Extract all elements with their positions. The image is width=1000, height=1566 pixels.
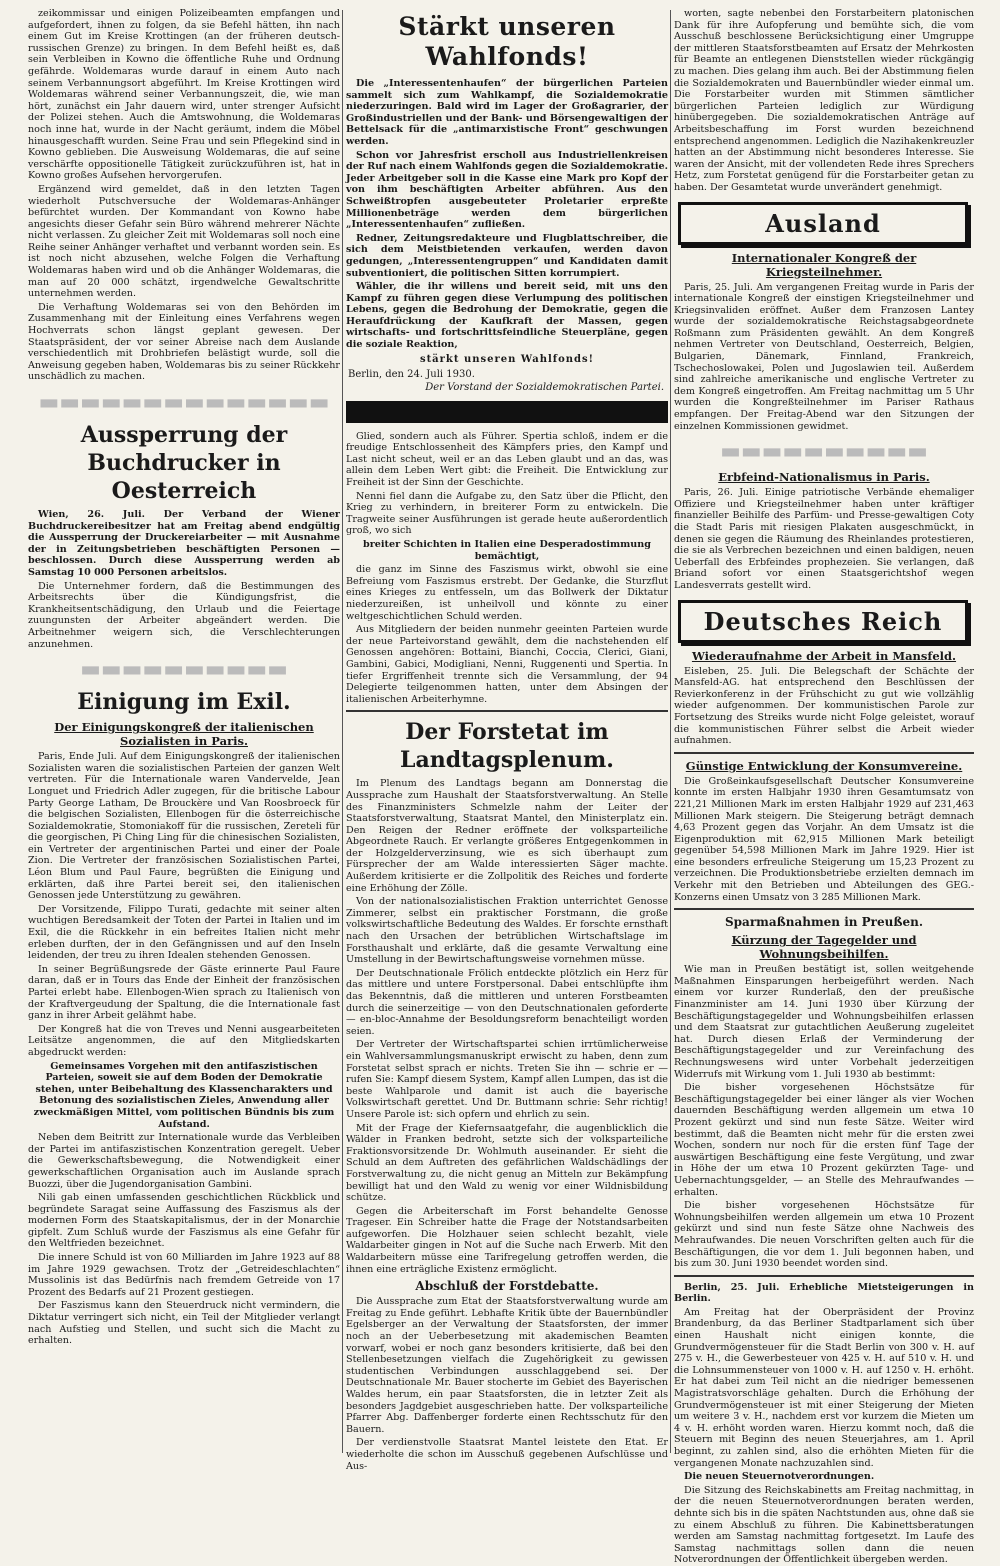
subheadline-spar: Kürzung der Tagegelder und Wohnungsbeihilfen. (731, 933, 917, 962)
article-paragraph: Wien, 26. Juli. Der Verband der Wiener Buchdruckereibesitzer hat am Freitag abend endgültig die Aussperrung der Druckereiarbeiter — mit Ausnahme der in Zeitungsbetrieben beschäftigten Personen — beschlossen. Durch diese Aussperrung werden ab Samstag 10 000 Personen arbeitslos. (28, 509, 340, 578)
column-middle (346, 8, 668, 1472)
article-paragraph: Von der nationalsozialistischen Fraktion unterrichtet Genosse Zimmerer, selbst ein praktischer Forstmann, die große volkswirtschaftliche Bedeutung des Waldes. Er forschte ernsthaft nach den Ursachen der betrüblichen Wirtschaftslage im Forsthaushalt und erklärte, daß die gesamte Verwaltung eine Umstellung in der Bewirtschaftungsweise vornehmen müsse. (346, 896, 668, 966)
article-paragraph: Eisleben, 25. Juli. Die Belegschaft der Schächte der Mansfeld-AG. hat entsprechend den Beschlüssen der Revierkonferenz in der Frühschicht zu gut wie vollzählig wieder aufgenommen. Der kommunistischen Parole zur Fortsetzung des Streiks wurde nicht Folge geleistet, worauf die kommunistischen Führer selbst die Arbeit wieder aufnahmen. (674, 665, 974, 747)
article-bold-line: breiter Schichten in Italien eine Desperadostimmung bemächtigt, (363, 539, 651, 562)
section-box-ausland (678, 202, 968, 245)
article-paragraph: Die innere Schuld ist von 60 Milliarden im Jahre 1923 auf 88 im Jahre 1929 gewachsen. Trotz der „Getreideschlachten“ Mussolinis ist das Bedürfnis nach fremdem Getreide von 17 Prozent des Bedarfs auf 21 Prozent gestiegen. (28, 1252, 340, 1298)
article-paragraph: Am Freitag hat der Oberpräsident der Provinz Brandenburg, da das Berliner Stadtparlament sich über einen Haushalt nicht einigen konnte, die Grundvermögensteuer für die Stadt Berlin von 300 v. H. auf 275 v. H., die Gewerbesteuer von 425 v. H. auf 510 v. H. und die Lohnsummensteuer von 1000 v. H. auf 1250 v. H. erhöht. Er hat dabei zum Teil nicht an die niedriger bemessenen Magistratsvorschläge gehalten. Durch die Erhöhung der Grundvermögensteuer ist mit einer Steigerung der Mieten um weitere 3 v. H., nachdem erst vor kurzem die Mieten um 4 v. H. erhöht worden waren. Hierzu kommt noch, daß die Steuern mit Beginn des neuen Steuerjahres, am 1. April beginnt, zu zahlen sind, also die erhöhten Mieten für die vergangenen Monate nachzuzahlen sind. (674, 1306, 974, 1469)
headline-einigung: Einigung im Exil. (77, 689, 291, 716)
bleed-through-heading: ▬▬▬▬▬▬▬▬▬▬▬▬▬▬ (38, 389, 330, 415)
party-signature: Der Vorstand der Sozialdemokratischen Partei. (425, 381, 664, 393)
article-paragraph: Schon vor Jahresfrist erscholl aus Industriellenkreisen der Ruf nach einem Wahlfonds gegen die Sozialdemokratie. Jeder Arbeitgeber soll in die Kasse eine Mark pro Kopf der von ihm beschäftigten Arbeiter abführen. Aus den Schweißtropfen ausgebeuteter Proletarier erpreßte Millionenbeträge werden dem bürgerlichen „Interessentenhaufen“ zufließen. (346, 149, 668, 231)
headline-forstetat: Der Forstetat im Landtagsplenum. (400, 719, 614, 774)
article-paragraph: Die Großeinkaufsgesellschaft Deutscher Konsumvereine konnte im ersten Halbjahr 1930 ihren Gesamtumsatz von 221,21 Millionen Mark im ersten Halbjahr 1929 auf 231,463 Millionen Mark steigern. Die Steigerung beträgt demnach 4,63 Prozent gegen das Vorjahr. An dem Umsatz ist die Eigenproduktion mit 62,915 Millionen Mark beteiligt gegenüber 54,598 Millionen Mark im Jahre 1929. Hier ist eine besonders erfreuliche Steigerung um 15,23 Prozent zu verzeichnen. Die Produktionsbetriebe erzielten demnach im Verkehr mit den Betrieben und Abteilungen des GEG.-Konzerns einen Umsatz von 3 285 Millionen Mark. (674, 775, 974, 903)
divider (674, 1275, 974, 1277)
signature-line (348, 369, 666, 380)
article-paragraph: Der Faszismus kann den Steuerdruck nicht vermindern, die Diktatur verringert sich nicht, ein Teil der Mitglieder verlangt nach Aufstieg und Stellen, und sucht sich die Macht zu erhalten. (28, 1300, 340, 1347)
headline-wahlfonds: Stärkt unseren Wahlfonds! (398, 12, 616, 71)
article-paragraph: zeikommissar und einigen Polizeibeamten empfangen und aufgefordert, ihnen zu folgen, da sie Befehl hätten, ihn nach einem Gut im Kreise Krottingen (an der früheren deutsch-russischen Grenze) zu bringen. In dem Befehl heißt es, daß sein Verbleiben in Kowno die öffentliche Ruhe und Ordnung gefährde. Woldemaras wurde darauf in einem Auto nach seinem Verbannungsort abgeführt. Im Kreise Krottingen wird Woldemaras während seiner Verbannungszeit, die, wie man hört, zunächst ein Jahr dauern wird, unter strenger Aufsicht der Polizei stehen. Auch die Amtswohnung, die Woldemaras noch inne hat, wurde in der Nacht geräumt, indem die Möbel hinausgeschafft wurden. Seine Frau und sein Pflegekind sind in Kowno geblieben. Die Ausweisung Woldemaras, die auf seine verschärfte oppositionelle Tätigkeit zurückzuführen ist, hat in Kowno großes Aufsehen hervorgerufen. (28, 8, 340, 182)
subheadline-einigung: Der Einigungskongreß der italienischen Sozialisten in Paris. (54, 720, 314, 749)
article-paragraph: Paris, 25. Juli. Am vergangenen Freitag wurde in Paris der internationale Kongreß der einstigen Kriegsteilnehmer und Kriegsinvaliden eröffnet. Außer dem Franzosen Lantey wurde der sozialdemokratische Reichstagsabgeordnete Roßmann zum Präsidenten gewählt. An dem Kongreß nehmen Vertreter von Deutschland, Oesterreich, Belgien, Bulgarien, Dänemark, Finnland, Frankreich, Tschechoslowakei, Polen und Jugoslawien teil. Außerdem sind zahlreiche amerikanische und englische Vertreter zu dem Kongreß eingetroffen. Am Freitag nachmittag um 5 Uhr wurden die Kongreßteilnehmer im Pariser Rathaus empfangen. Der Freitag-Abend war den Sitzungen der einzelnen Kommissionen gewidmet. (674, 281, 974, 432)
article-paragraph: worten, sagte nebenbei den Forstarbeitern platonischen Dank für ihre Aufopferung und bemühte sich, die vom Ausschuß beschlossene Berücksichtigung einer Umgruppe der mittleren Staatsforstbeamten auf Ersatz der Mehrkosten für Beamte an entlegenen Dienststellen wieder rückgängig zu machen. Dies gelang ihm auch. Bei der Abstimmung fielen die Sozialdemokraten und Bauernbündler wieder einmal um. Die Forstarbeiter wurden mit Stimmen sämtlicher bürgerlichen Parteien lediglich zur Würdigung hinübergegeben. Die sozialdemokratischen Anträge auf Arbeitsbeschaffung im Forst wurden bezeichnend entsprechend angenommen. Lediglich die Nazihakenkreuzler hatten an der Abstimmung nicht besonderes Interesse. Sie waren der Ansicht, mit der vollendeten Rede ihres Sprechers Hetz, zum Forstetat genügend für die Forstarbeiter getan zu haben. Der Gesamtetat wurde unverändert genehmigt. (674, 8, 974, 193)
article-paragraph: Die bisher vorgesehenen Höchstsätze für Beschäftigungstagegelder bei einer länger als vier Wochen dauernden Beschäftigung werden allgemein um etwa 10 Prozent gekürzt und sind nun feste Sätze. Weiter wird bestimmt, daß die Beamten nicht mehr für die ersten zwei Wochen, sondern nur noch für die ersten fünf Tage der auswärtigen Beschäftigung eine feste Vergütung, und zwar in Höhe der um etwa 10 Prozent gekürzten Tage- und Uebernachtungsgelder, — an Stelle des Mehraufwandes — erhalten. (674, 1082, 974, 1198)
wahlfonds-call: stärkt unseren Wahlfonds! (419, 353, 595, 365)
section-box-reich (678, 600, 968, 643)
article-paragraph: Die Verhaftung Woldemaras sei von den Behörden im Zusammenhang mit der Einleitung eines Verfahrens wegen Hochverrats schon längst geplant gewesen. Der Staatspräsident, der vor seiner Abreise nach dem Auslande verschiedentlich mit Drohbriefen belästigt wurde, soll die Anweisung gegeben haben, Woldemaras bis zu seiner Rückkehr unschädlich zu machen. (28, 301, 340, 383)
bleed-through-heading: ▬▬▬▬▬▬▬▬▬▬ (720, 438, 928, 465)
article-paragraph: Neben dem Beitritt zur Internationale wurde das Verbleiben der Partei im antifaszistischen Konzentration geregelt. Ueber die Gewerkschaftsbewegung, die Notwendigkeit einer gewerkschaftlichen Organisation auch im Auslande sprach Buozzi, über die Jugendorganisation Gambini. (28, 1132, 340, 1190)
article-paragraph: Die bisher vorgesehenen Höchstsätze für Wohnungsbeihilfen werden allgemein um etwa 10 Prozent gekürzt und sind nun feste Sätze ohne Nachweis des Mehraufwandes. Die neuen Vorschriften gelten auch für die Beschäftigungen, die vor dem 1. Juli begonnen haben, und bis zum 30. Juni 1930 beendet worden sind. (674, 1200, 974, 1270)
article-paragraph: Die Aussprache zum Etat der Staatsforstverwaltung wurde am Freitag zu Ende geführt. Lebhafte Kritik übte der Bauernbündler Egelsberger an der Verwaltung der Staatsforsten, der immer noch an der Ueberbesetzung mit akademischen Beamten vorwarf, wobei er noch ganz besonders kritisierte, daß bei den Stellenbesetzungen vielfach die Zugehörigkeit zu gewissen studentischen Verbindungen ausschlaggebend sei. Der Deutschnationale Mr. Bauer stocherte im Gebiet des Bayerischen Waldes herum, ein paar Staatsforsten, die in letzter Zeit als besonders Jagdgebiet ausgeschrieben hatte. Der volksparteiliche Pfarrer Abg. Daffenberger forderte einen Rechtsschutz für den Bauern. (346, 1296, 668, 1435)
article-paragraph: Wähler, die ihr willens und bereit seid, mit uns den Kampf zu führen gegen diese Verlumpung des politischen Lebens, gegen die Bedrohung der Demokratie, gegen die Heraufdrückung der Kaufkraft der Massen, gegen wirtschafts- und fortschrittsfeindliche Steuerpläne, gegen die soziale Reaktion, (346, 281, 668, 351)
dateline: Berlin, den 24. Juli 1930. (348, 368, 475, 380)
article-lead: Berlin, 25. Juli. Erhebliche Mietsteigerungen in Berlin. (674, 1281, 974, 1305)
divider (346, 710, 668, 712)
headline-kongress: Internationaler Kongreß der Kriegsteilnehmer. (731, 250, 917, 279)
divider (674, 752, 974, 754)
headline-erbfeind: Erbfeind-Nationalismus in Paris. (718, 470, 930, 485)
black-divider-bar (346, 401, 668, 423)
article-paragraph: Aus Mitgliedern der beiden nunmehr geeinten Parteien wurde der neue Parteivorstand gewählt, dem die nachstehenden elf Genossen angehören: Bottaini, Bianchi, Coccia, Clerici, Giani, Gambini, Gabici, Modigliani, Nenni, Ruggenenti und Spertia. In tiefer Ergriffenheit trennte sich die Versammlung, der 94 Delegierte teilgenommen hatten, unter dem Absingen der italienischen Arbeiterhymne. (346, 624, 668, 705)
section-title: Ausland (765, 208, 881, 238)
column-left (28, 8, 340, 1455)
article-paragraph: Ergänzend wird gemeldet, daß in den letzten Tagen wiederholt Putschversuche der Woldemaras-Anhänger befürchtet wurden. Der Kommandant von Kowno habe angesichts dieser Gefahr sein Büro während mehrerer Nächte nicht verlassen. Zu gleicher Zeit mit Woldemaras soll noch eine Reihe seiner Anhänger verhaftet und verbannt worden sein. Es ist noch nicht abzusehen, welche Folgen die Verhaftung Woldemaras haben wird und ob die Anhänger Woldemaras, die man auf 20 000 schätzt, irgendwelche Gewaltschritte unternehmen werden. (28, 183, 340, 300)
headline-konsum: Günstige Entwicklung der Konsumvereine. (685, 758, 963, 773)
article-paragraph: Der Vorsitzende, Filippo Turati, gedachte mit seiner alten wuchtigen Beredsamkeit der Toten der Partei in Italien und im Exil, die die Rückkehr in ein befreites Italien nicht mehr erleben durften, der in den Gefängnissen und auf den Inseln leidenden, der treu zu ihren Idealen stehenden Genossen. (28, 903, 340, 962)
article-paragraph: Der verdienstvolle Staatsrat Mantel leistete den Etat. Er wiederholte die schon im Ausschuß gegebenen Aufschlüsse und Aus- (346, 1437, 668, 1472)
article-paragraph: Gegen die Arbeiterschaft im Forst behandelte Genosse Trageser. Ein Schreiber hatte die Frage der Notstandsarbeiten aufgeworfen. Die Holzhauer seien schlecht bezahlt, viele Waldarbeiter gingen in Not auf die Suche nach Erwerb. Mit den Waldarbeitern müsse eine Tarifregelung getroffen werden, die ihnen eine erträgliche Existenz ermöglicht. (346, 1205, 668, 1275)
article-paragraph: Wie man in Preußen bestätigt ist, sollen weitgehende Maßnahmen Einsparungen herbeigeführt werden. Nach einem vor kurzer Runderlaß, den der preußische Finanzminister am 14. Juni 1930 über Kürzung der Beschäftigungstagegelder und Wohnungsbeihilfen erlassen und dem Staatsrat zur gutachtlichen Aeußerung zugeleitet hat. Durch diesen Erlaß der Verminderung der Beschäftigungstagegelder und zur Vereinfachung des Rechnungswesens wird unter Vorbehalt jederzeitigen Widerrufs mit Wirkung vom 1. Juli 1930 ab bestimmt: (674, 964, 974, 1080)
article-lead: Die neuen Steuernotverordnungen. (684, 1471, 875, 1483)
headline-spar: Sparmaßnahmen in Preußen. (724, 915, 924, 930)
article-paragraph: Der Vertreter der Wirtschaftspartei schien irrtümlicherweise ein Wahlversammlungsmanuskript erwischt zu haben, denn zum Forstetat selbst sprach er nichts. Treten Sie ihn — schrie er — rufen Sie: Kampf diesem System, Kampf allen Lumpen, das ist die beste Wahlparole und damit ist auch die bayerische Volkswirtschaft gerettet. Und Dr. Buttmann schrie: Sehr richtig! Unsere Parole ist: sich opfern und ehrlich zu sein. (346, 1039, 668, 1120)
section-title: Deutsches Reich (703, 606, 943, 636)
bleed-through-heading: ▬▬▬▬▬▬▬▬▬▬ (80, 656, 288, 683)
headline-abschluss: Abschluß der Forstdebatte. (415, 1279, 599, 1294)
divider (674, 908, 974, 910)
headline-aussperrung: Aussperrung der Buchdrucker in Oesterreich (80, 422, 288, 504)
article-bold-quote: Gemeinsames Vorgehen mit den antifaszistischen Parteien, soweit sie auf dem Boden der Demokratie stehen, unter Beibehaltung des Klassencharakters und Betonung des sozialistischen Zieles, Anwendung aller zweckmäßigen Mittel, vom politischen Bündnis bis zum Aufstand. (33, 1060, 335, 1130)
article-paragraph: Paris, 26. Juli. Einige patriotische Verbände ehemaliger Offiziere und Kriegsteilnehmer haben unter kräftiger finanzieller Beihilfe des Parfüm- und Presse-gewaltigen Coty die Stadt Paris mit riesigen Plakaten ausgeschmückt, in denen sie gegen die Räumung des Rheinlandes protestieren, die sie als Verbrechen bezeichnen und einen baldigen, neuen Ueberfall des Erbfeindes prophezeien. Sie verlangen, daß Briand sofort vor einen Staatsgerichtshof wegen Landesverrats gestellt wird. (674, 487, 974, 591)
column-rule (342, 10, 343, 1453)
column-right (674, 8, 974, 1566)
article-paragraph: die ganz im Sinne des Faszismus wirkt, obwohl sie eine Befreiung vom Faszismus erstrebt. Der Gedanke, die Sturzflut eines Krieges zu entfesseln, um das Bollwerk der Diktatur niederzureißen, ist unheilvoll und könnte zu einer weltgeschichtlichen Schuld werden. (346, 564, 668, 622)
article-paragraph: Paris, Ende Juli. Auf dem Einigungskongreß der italienischen Sozialisten waren die sozialistischen Parteien der ganzen Welt vertreten. Für die Internationale waren Vandervelde, Jean Longuet und Friedrich Adler zugegen, für die britische Labour Party George Latham, De Brouckère und Van Roosbroeck für die belgischen Sozialisten, Ellenbogen für die österreichische Sozialdemokratie, Stomoniakoff für die russischen, Zereteli für die georgischen, Pi Ching Ling für die chinesischen Sozialisten, ein Vertreter der argentinischen Partei und einer der Poale Zion. Die Vertreter der französischen Sozialistischen Partei, Léon Blum und Paul Faure, begrüßten die Einigung und erklärten, daß ihre Partei bereit sei, den italienischen Genossen jede Unterstützung zu gewähren. (28, 751, 340, 902)
article-paragraph: Der Deutschnationale Frölich entdeckte plötzlich ein Herz für das mittlere und untere Forstpersonal. Dabei entschlüpfte ihm das Bekenntnis, daß die mittleren und unteren Forstbeamten durch die seinerzeitige — von den Deutschnationalen geforderte — en-bloc-Annahme der Besoldungsreform benachteiligt worden seien. (346, 967, 668, 1037)
article-paragraph: In seiner Begrüßungsrede der Gäste erinnerte Paul Faure daran, daß er in Tours das Ende der Einheit der französischen Partei erlebt habe. Ellenbogen-Wien sprach zu Italienisch von der Kraftvergeudung der Spaltung, die die Internationale fast ganz in ihrer Arbeit gelähmt habe. (28, 963, 340, 1022)
article-paragraph: Nili gab einen umfassenden geschichtlichen Rückblick und begründete Saragat seine Auffassung des Faszismus als der modernen Form des Staatskapitalismus, der in der Monarchie gipfelt. Zum Schluß wurde der Faszismus als eine Gefahr für den Weltfrieden bezeichnet. (28, 1192, 340, 1250)
article-paragraph: Nenni fiel dann die Aufgabe zu, den Satz über die Pflicht, den Krieg zu verhindern, in breiterer Form zu entwickeln. Die Tragweite seiner Ausführungen ist gerade heute außerordentlich groß, wo sich (346, 490, 668, 537)
article-paragraph: Im Plenum des Landtags begann am Donnerstag die Aussprache zum Haushalt der Staatsforstverwaltung. An Stelle des Finanzministers Schmelzle nahm der Leiter der Staatsforstverwaltung, Staatsrat Mantel, den Ministerplatz ein. Den Reigen der Redner eröffnete der volksparteiliche Abgeordnete Rauch. Er verlangte größeres Entgegenkommen in der Holzgelderverzinsung, wie es sich überhaupt zum Fürsprecher der am Walde interessierten Säger machte. Außerdem kritisierte er die Zollpolitik des Reiches und forderte eine Erhöhung der Zölle. (346, 778, 668, 894)
article-paragraph: Redner, Zeitungsredakteure und Flugblattschreiber, die sich dem Meistbietenden verkaufen, werden davon gedungen, „Interessentengruppen“ und Kandidaten damit subventioniert, die politischen Sitten korrumpiert. (346, 232, 668, 279)
article-paragraph: Mit der Frage der Kiefernsaatgefahr, die augenblicklich die Wälder in Franken bedroht, setzte sich der volksparteiliche Fraktionsvorsitzende Dr. Wohlmuth auseinander. Er sieht die Schuld an dem Auftreten des gefährlichen Waldschädlings der Forstverwaltung zu, die nicht genug an Mitteln zur Bekämpfung bewilligt hat und den Wald zu wenig vor einer Wildnisbildung schütze. (346, 1122, 668, 1204)
headline-mansfeld: Wiederaufnahme der Arbeit in Mansfeld. (691, 648, 957, 663)
article-paragraph: Die „Interessentenhaufen“ der bürgerlichen Parteien sammelt sich zum Wahlkampf, die Sozialdemokratie niederzuringen. Bald wird im Lager der Großagrarier, der Großindustriellen und der Bank- und Börsengewaltigen der Bettelsack für die „antimarxistische Front“ geschwungen werden. (346, 78, 668, 147)
article-paragraph: Glied, sondern auch als Führer. Spertia schloß, indem er die freudige Entschlossenheit des Kämpfers pries, den Kampf und Last nicht scheut, weil er an das Leben glaubt und an das, was allein dem Leben Wert gibt: die Freiheit. Die Entwicklung zur Freiheit ist der Sinn der Geschichte. (346, 430, 668, 489)
article-paragraph: Die Unternehmer fordern, daß die Bestimmungen des Arbeitsrechts über die Kündigungsfrist, die Krankheitsentschädigung, den Urlaub und die Feiertage zuungunsten der Arbeiter abgeändert werden. Die Arbeitnehmer weigern sich, die Verschlechterungen anzunehmen. (28, 580, 340, 650)
article-paragraph: Die Sitzung des Reichskabinetts am Freitag nachmittag, in der die neuen Steuernotverordnungen beraten werden, dehnte sich bis in die späten Nachtstunden aus, ohne daß sie zu einem Abschluß zu führen. Die Kabinettsberatungen werden am Samstag nachmittag fortgesetzt. Im Laufe des Samstag nachmittags sollen dann die neuen Notverordnungen der Öffentlichkeit übergeben werden. (674, 1484, 974, 1566)
article-paragraph: Der Kongreß hat die von Treves und Nenni ausgearbeiteten Leitsätze angenommen, die auf den Mitgliedskarten abgedruckt werden: (28, 1023, 340, 1058)
column-rule (670, 10, 671, 1453)
